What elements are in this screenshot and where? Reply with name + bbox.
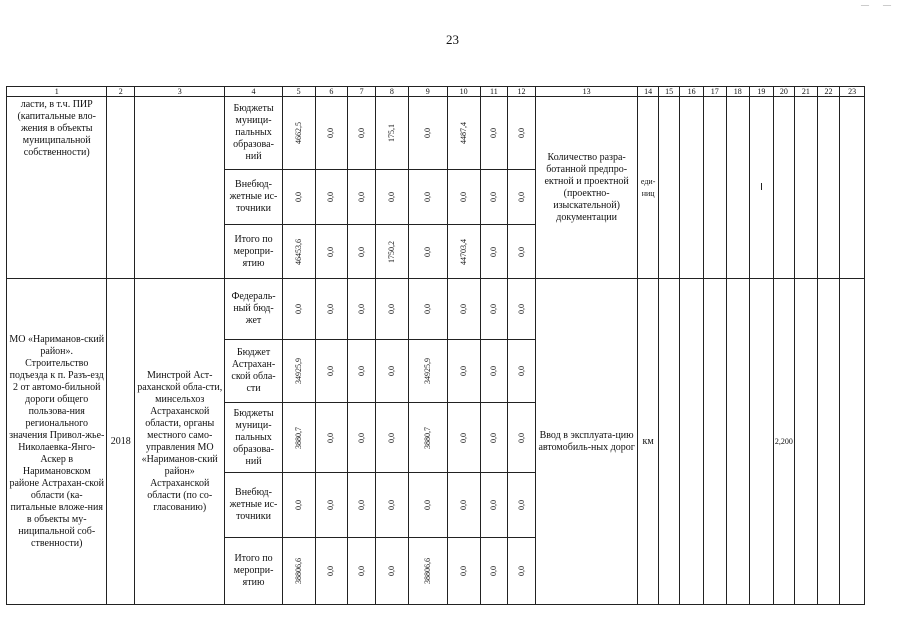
value-cell: 0,0 <box>508 170 536 225</box>
header-col-19: 19 <box>750 87 774 97</box>
column-number-row <box>7 87 865 97</box>
value-cell: 0,0 <box>480 279 508 340</box>
value-cell: 0,0 <box>375 340 408 403</box>
value-cell: 0,0 <box>315 170 348 225</box>
value-cell: 34925,9 <box>282 340 315 403</box>
value-cell: 0,0 <box>375 170 408 225</box>
value-cell: 0,0 <box>408 97 447 170</box>
value-cell: 0,0 <box>348 538 376 605</box>
value-cell: 0,0 <box>480 538 508 605</box>
value-cell: 0,0 <box>480 225 508 279</box>
value-cell: 0,0 <box>508 279 536 340</box>
header-col-7: 7 <box>348 87 376 97</box>
activity-description-1: ласти, в т.ч. ПИР (капитальные вло-жения в объекты муниципальной собственности) <box>7 97 107 279</box>
value-cell: 0,0 <box>315 403 348 473</box>
funding-source: Бюджеты муници-пальных образова-ний <box>225 97 282 170</box>
value-cell: 0,0 <box>447 279 480 340</box>
header-col-17: 17 <box>703 87 726 97</box>
year-cell-2: 2018 <box>107 279 135 605</box>
executor-cell-2: Минстрой Аст-раханской обла-сти, минсельхоз Астраханской области, органы местного само-управления МО «Нариманов-ский район» Астраханской области (по со-гласованию) <box>135 279 225 605</box>
value-cell: 0,0 <box>282 473 315 538</box>
header-col-13: 13 <box>535 87 638 97</box>
value-cell: 38806,6 <box>408 538 447 605</box>
value-cell: 44703,4 <box>447 225 480 279</box>
header-col-5: 5 <box>282 87 315 97</box>
header-col-4: 4 <box>225 87 282 97</box>
value-cell: 0,0 <box>315 225 348 279</box>
value-cell: 0,0 <box>348 225 376 279</box>
value-cell: 1750,2 <box>375 225 408 279</box>
value-cell: 0,0 <box>375 538 408 605</box>
table-row <box>7 279 865 340</box>
header-col-2: 2 <box>107 87 135 97</box>
funding-source: Бюджеты муници-пальных образова-ний <box>225 403 282 473</box>
header-col-8: 8 <box>375 87 408 97</box>
header-col-22: 22 <box>817 87 840 97</box>
header-col-15: 15 <box>658 87 680 97</box>
value-cell: 0,0 <box>508 97 536 170</box>
value-cell: 0,0 <box>315 279 348 340</box>
value-cell: 0,0 <box>408 225 447 279</box>
header-col-11: 11 <box>480 87 508 97</box>
value-cell: 0,0 <box>348 170 376 225</box>
value-cell: 3880,7 <box>282 403 315 473</box>
unit-cell-1: еди-ниц <box>638 97 659 279</box>
value-cell: 0,0 <box>480 97 508 170</box>
funding-source: Итого по меропри-ятию <box>225 225 282 279</box>
indicator-name-1: Количество разра-ботанной предпро-ектной и проектной (проектно-изыскательной) документации <box>535 97 638 279</box>
value-cell: 0,0 <box>282 170 315 225</box>
value-cell: 0,0 <box>348 403 376 473</box>
value-cell: 0,0 <box>375 279 408 340</box>
activity-description-2: МО «Нариманов-ский район». Строительство подъезда к п. Разъ-езд 2 от автомо-бильной дороги общего пользова-ния регионального значения Привол-жье-Николаевка-Янго-Аскер в Наримановском районе Астрахан-ской области (ка-питальные вложе-ния в объекты му-ниципальной соб-ственности) <box>7 279 107 605</box>
value-cell: 0,0 <box>348 340 376 403</box>
value-cell: 38806,6 <box>282 538 315 605</box>
value-cell: 0,0 <box>447 170 480 225</box>
value-cell: 0,0 <box>375 473 408 538</box>
value-cell: 0,0 <box>508 538 536 605</box>
funding-source: Федераль-ный бюд-жет <box>225 279 282 340</box>
value-cell: 0,0 <box>348 279 376 340</box>
value-cell: 0,0 <box>315 340 348 403</box>
table-row <box>7 97 865 170</box>
value-cell: 0,0 <box>447 340 480 403</box>
header-col-14: 14 <box>638 87 659 97</box>
value-cell: 0,0 <box>480 340 508 403</box>
value-cell: 4662,5 <box>282 97 315 170</box>
value-cell: 0,0 <box>447 473 480 538</box>
value-cell: 46453,6 <box>282 225 315 279</box>
value-cell: 0,0 <box>508 225 536 279</box>
value-cell: 0,0 <box>348 97 376 170</box>
value-cell: 0,0 <box>447 403 480 473</box>
value-cell: 0,0 <box>480 473 508 538</box>
header-col-6: 6 <box>315 87 348 97</box>
funding-source: Внебюд-жетные ис-точники <box>225 170 282 225</box>
value-cell: 0,0 <box>315 97 348 170</box>
value-cell: 4487,4 <box>447 97 480 170</box>
header-col-10: 10 <box>447 87 480 97</box>
header-col-9: 9 <box>408 87 447 97</box>
page-number: 23 <box>446 32 459 47</box>
unit-cell-2: км <box>638 279 659 605</box>
year-cell-1 <box>107 97 135 279</box>
header-col-1: 1 <box>7 87 107 97</box>
value-cell: 0,0 <box>315 538 348 605</box>
funding-source: Внебюд-жетные ис-точники <box>225 473 282 538</box>
header-col-20: 20 <box>773 87 795 97</box>
funding-source: Итого по меропри-ятию <box>225 538 282 605</box>
tick-mark <box>761 183 762 190</box>
header-col-12: 12 <box>508 87 536 97</box>
header-col-21: 21 <box>795 87 818 97</box>
scan-corner-marks: — — <box>861 0 897 9</box>
budget-table <box>6 86 865 605</box>
value-cell: 175,1 <box>375 97 408 170</box>
value-cell: 0,0 <box>375 403 408 473</box>
value-cell: 0,0 <box>315 473 348 538</box>
executor-cell-1 <box>135 97 225 279</box>
funding-source: Бюджет Астрахан-ской обла-сти <box>225 340 282 403</box>
value-cell: 0,0 <box>447 538 480 605</box>
value-cell: 0,0 <box>348 473 376 538</box>
value-cell: 0,0 <box>508 340 536 403</box>
value-cell: 0,0 <box>408 279 447 340</box>
indicator-name-2: Ввод в эксплуата-цию автомобиль-ных дорог <box>535 279 638 605</box>
target-value-cell: 2,200 <box>773 279 795 605</box>
header-col-16: 16 <box>680 87 704 97</box>
value-cell: 0,0 <box>408 170 447 225</box>
value-cell: 0,0 <box>480 403 508 473</box>
value-cell: 0,0 <box>408 473 447 538</box>
header-col-3: 3 <box>135 87 225 97</box>
value-cell: 0,0 <box>508 403 536 473</box>
value-cell: 0,0 <box>480 170 508 225</box>
value-cell: 3880,7 <box>408 403 447 473</box>
header-col-23: 23 <box>840 87 865 97</box>
header-col-18: 18 <box>726 87 750 97</box>
value-cell: 34925,9 <box>408 340 447 403</box>
value-cell: 0,0 <box>508 473 536 538</box>
value-cell: 0,0 <box>282 279 315 340</box>
